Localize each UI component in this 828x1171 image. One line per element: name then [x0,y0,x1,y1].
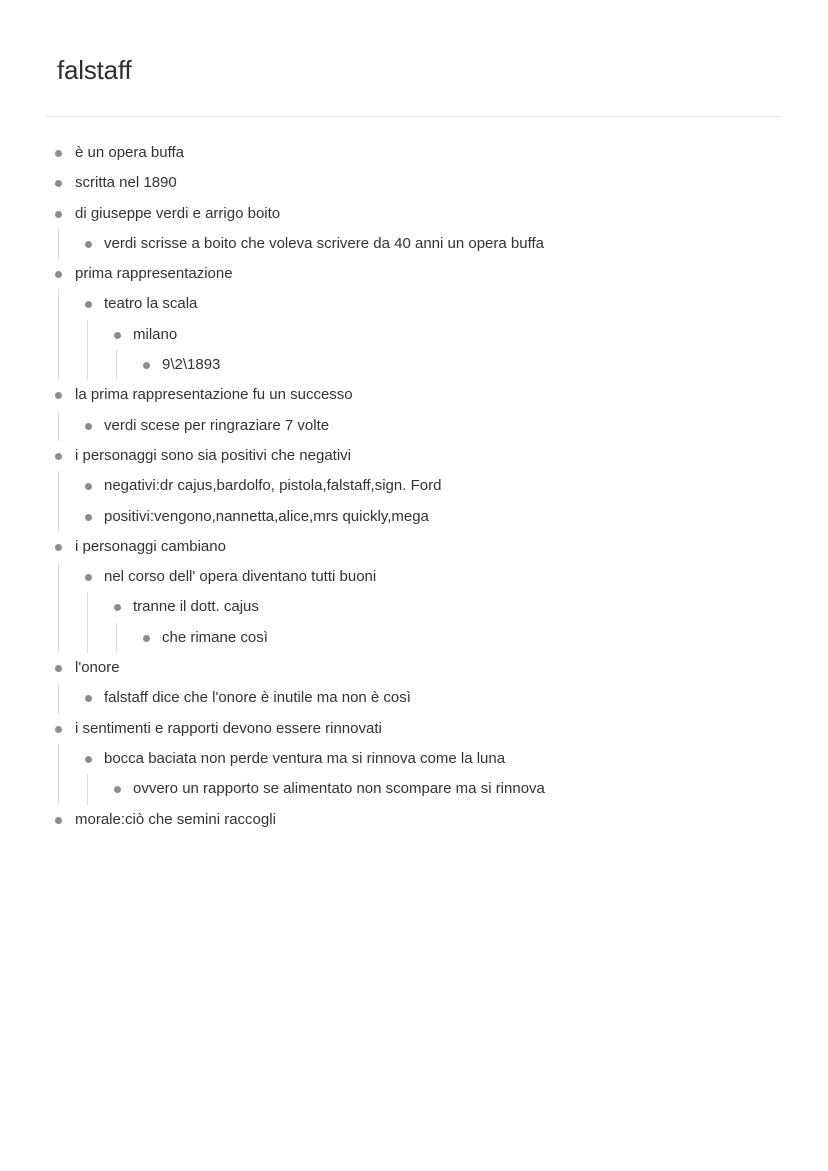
list-item-text: tranne il dott. cajus [133,598,259,616]
bullet-icon [55,817,62,824]
bullet-icon [55,726,62,733]
indent-guide [58,774,59,804]
indent-guide [58,471,59,501]
bullet-icon [114,786,121,793]
indent-guide [58,411,59,441]
list-item-text: nel corso dell' opera diventano tutti buoni [104,568,377,586]
bullet-icon [55,211,62,218]
bullet-icon [85,301,92,308]
list-item [0,380,828,410]
indent-guide [58,744,59,774]
indent-guide [58,229,59,259]
list-item-text: verdi scese per ringraziare 7 volte [104,416,330,434]
indent-guide [58,592,59,622]
outline-list [0,138,828,835]
list-item-text: i personaggi sono sia positivi che negativi [75,446,351,464]
list-item-text: 9\2\1893 [162,356,221,374]
indent-guide [87,774,88,804]
list-item-text: l'onore [75,659,120,677]
list-item-text: falstaff dice che l'onore è inutile ma non è così [104,689,411,707]
indent-guide [58,502,59,532]
list-item [0,350,828,380]
bullet-icon [114,332,121,339]
list-item [0,744,828,774]
list-item [0,653,828,683]
list-item [0,502,828,532]
list-item-text: bocca baciata non perde ventura ma si rinnova come la luna [104,749,506,767]
indent-guide [116,350,117,380]
list-item-text: di giuseppe verdi e arrigo boito [75,204,281,222]
bullet-icon [55,453,62,460]
bullet-icon [85,574,92,581]
list-item [0,592,828,622]
bullet-icon [55,544,62,551]
list-item-text: scritta nel 1890 [75,174,177,192]
list-item-text: ovvero un rapporto se alimentato non scompare ma si rinnova [133,780,545,798]
list-item [0,168,828,198]
title-divider [46,116,782,117]
bullet-icon [85,514,92,521]
bullet-icon [85,241,92,248]
bullet-icon [143,362,150,369]
list-item [0,471,828,501]
indent-guide [58,320,59,350]
bullet-icon [143,635,150,642]
list-item [0,138,828,168]
list-item-text: positivi:vengono,nannetta,alice,mrs quickly,mega [104,507,429,525]
bullet-icon [85,695,92,702]
bullet-icon [55,665,62,672]
bullet-icon [55,392,62,399]
list-item-text: milano [133,325,178,343]
list-item [0,623,828,653]
list-item-text: è un opera buffa [75,144,184,161]
bullet-icon [85,423,92,430]
list-item [0,229,828,259]
list-item-text: i sentimenti e rapporti devono essere rinnovati [75,719,382,737]
page-title: falstaff [57,55,132,85]
list-item [0,683,828,713]
list-item-text: teatro la scala [104,295,198,313]
indent-guide [58,289,59,319]
indent-guide [58,350,59,380]
bullet-icon [55,180,62,187]
bullet-icon [55,150,62,157]
indent-guide [116,623,117,653]
list-item [0,320,828,350]
list-item [0,289,828,319]
bullet-icon [114,604,121,611]
indent-guide [87,623,88,653]
list-item-text: prima rappresentazione [75,265,233,283]
indent-guide [58,562,59,592]
list-item [0,411,828,441]
indent-guide [58,683,59,713]
list-item-text: verdi scrisse a boito che voleva scrivere da 40 anni un opera buffa [104,234,544,252]
list-item [0,774,828,804]
list-item [0,532,828,562]
list-item-text: i personaggi cambiano [75,537,226,555]
bullet-icon [85,483,92,490]
indent-guide [87,592,88,622]
list-item-text: la prima rappresentazione fu un successo [75,386,353,404]
list-item [0,441,828,471]
indent-guide [87,320,88,350]
list-item-text: negativi:dr cajus,bardolfo, pistola,falstaff,sign. Ford [104,477,442,495]
list-item [0,259,828,289]
indent-guide [58,623,59,653]
list-item [0,714,828,744]
list-item [0,562,828,592]
list-item [0,199,828,229]
indent-guide [87,350,88,380]
bullet-icon [85,756,92,763]
bullet-icon [55,271,62,278]
list-item [0,805,828,835]
list-item-text: morale:ciò che semini raccogli [75,810,276,828]
list-item-text: che rimane così [162,628,268,646]
